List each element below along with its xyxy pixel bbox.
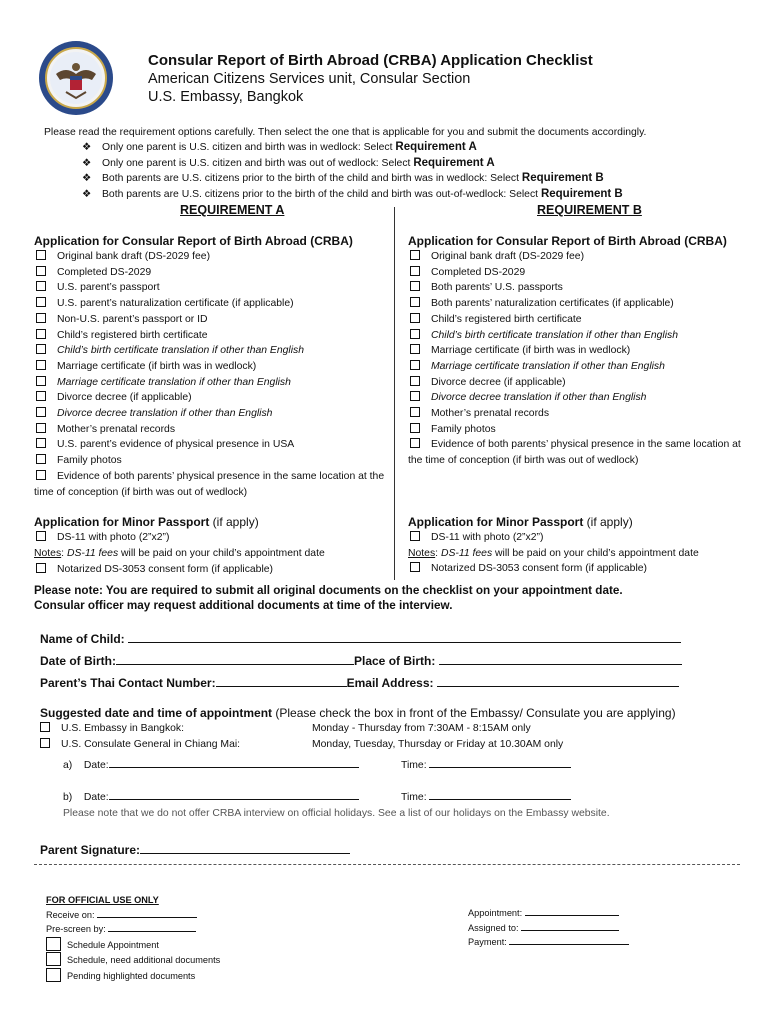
minor-passport-section-title: Application for Minor Passport (if apply) — [408, 514, 633, 529]
checkbox[interactable] — [410, 391, 420, 401]
document-header — [148, 52, 593, 106]
checklist-item[interactable]: Child’s registered birth certificate — [408, 312, 758, 328]
diamond-bullet-icon: ❖ — [82, 142, 92, 153]
checklist-item[interactable]: Completed DS-2029 — [34, 265, 392, 281]
checklist-item[interactable]: Divorce decree (if applicable) — [34, 390, 392, 406]
child-name-field[interactable]: Name of Child: — [40, 631, 681, 646]
checkbox[interactable] — [36, 297, 46, 307]
checklist-item[interactable]: Original bank draft (DS-2029 fee) — [408, 249, 758, 265]
requirement-b-heading: REQUIREMENT B — [537, 203, 642, 217]
location-option-bangkok[interactable]: U.S. Embassy in Bangkok: Monday - Thursday from 7:30AM - 8:15AM only — [40, 721, 676, 737]
requirement-options — [82, 140, 623, 203]
checklist-item[interactable]: Marriage certificate (if birth was in wedlock) — [34, 359, 392, 375]
option-item: ❖ Only one parent is U.S. citizen and birth was out of wedlock: Select Requirement A — [82, 156, 623, 172]
checklist-item[interactable]: Marriage certificate translation if other than English — [34, 375, 392, 391]
cut-line — [34, 864, 740, 865]
checkbox[interactable] — [410, 438, 420, 448]
official-use-heading: FOR OFFICIAL USE ONLY — [46, 895, 159, 905]
requirement-a-column — [34, 233, 392, 577]
official-use-right — [468, 906, 629, 950]
checkbox[interactable] — [410, 423, 420, 433]
checkbox[interactable] — [36, 376, 46, 386]
checkbox[interactable] — [46, 968, 61, 982]
checklist-item[interactable]: U.S. parent’s evidence of physical presence in USA — [34, 437, 392, 453]
date-option-a: a) Date: — [63, 757, 359, 771]
checkbox[interactable] — [410, 360, 420, 370]
checkbox[interactable] — [410, 266, 420, 276]
checkbox[interactable] — [36, 454, 46, 464]
official-use-section — [46, 893, 220, 984]
requirement-a-heading: REQUIREMENT A — [180, 203, 285, 217]
intro-text: Please read the requirement options carefully. Then select the one that is applicable for you and submit the documents accordingly. — [44, 127, 647, 138]
checklist-item[interactable]: Child’s birth certificate translation if other than English — [34, 343, 392, 359]
option-item: ❖ Only one parent is U.S. citizen and birth was in wedlock: Select Requirement A — [82, 140, 623, 156]
appointment-section — [40, 706, 676, 752]
checklist-item[interactable]: Divorce decree translation if other than English — [408, 390, 758, 406]
diamond-bullet-icon: ❖ — [82, 189, 92, 201]
checkbox[interactable] — [36, 423, 46, 433]
appointment-field: Appointment: — [468, 906, 629, 921]
checkbox[interactable] — [36, 438, 46, 448]
appointment-heading: Suggested date and time of appointment (Please check the box in front of the Embassy/ Consulate you are applying) — [40, 706, 676, 720]
passport-fee-note: Notes: DS-11 fees will be paid on your child’s appointment date — [408, 547, 699, 559]
checkbox[interactable] — [36, 250, 46, 260]
receive-on-field: Receive on: — [46, 908, 220, 923]
checkbox[interactable] — [36, 281, 46, 291]
official-check-item[interactable]: Pending highlighted documents — [46, 968, 220, 984]
pob-field: Place of Birth: — [354, 654, 436, 668]
dob-field: Date of Birth: — [40, 654, 116, 668]
checklist-item[interactable]: Marriage certificate translation if other than English — [408, 359, 758, 375]
checklist-item[interactable]: Both parents’ naturalization certificates (if applicable) — [408, 296, 758, 312]
date-b-line[interactable] — [109, 789, 359, 800]
original-documents-notice: Please note: You are required to submit all original documents on the checklist on your appointment date. Consular officer may request additional documents at time of the interview. — [34, 584, 623, 612]
checkbox[interactable] — [36, 344, 46, 354]
contact-row — [40, 675, 679, 690]
requirement-b-column — [408, 233, 758, 577]
checkbox[interactable] — [410, 562, 420, 572]
time-b-line[interactable] — [429, 789, 571, 800]
passport-fee-note: Notes: DS-11 fees will be paid on your child’s appointment date — [34, 547, 325, 559]
signature-line[interactable] — [140, 842, 350, 854]
option-item: ❖ Both parents are U.S. citizens prior to the birth of the child and birth was in wedlock: Select Requirement B — [82, 171, 623, 187]
checkbox[interactable] — [36, 407, 46, 417]
checklist-item[interactable]: Original bank draft (DS-2029 fee) — [34, 249, 392, 265]
checkbox[interactable] — [46, 952, 61, 966]
crba-section-title: Application for Consular Report of Birth Abroad (CRBA) — [408, 234, 727, 248]
holiday-note: Please note that we do not offer CRBA interview on official holidays. See a list of our holidays on the Embassy website. — [63, 808, 610, 819]
checkbox[interactable] — [40, 722, 50, 732]
checkbox[interactable] — [36, 470, 46, 480]
checkbox[interactable] — [410, 531, 420, 541]
time-option-b: Time: — [401, 789, 571, 803]
dob-line[interactable] — [116, 653, 354, 665]
minor-passport-section-title: Application for Minor Passport (if apply) — [34, 515, 259, 530]
checklist-item[interactable]: Family photos — [34, 453, 392, 469]
checkbox[interactable] — [36, 531, 46, 541]
option-item: ❖ Both parents are U.S. citizens prior to the birth of the child and birth was out-of-wedlock: Select Requirement B — [82, 187, 623, 203]
checkbox[interactable] — [36, 313, 46, 323]
time-option-a: Time: — [401, 757, 571, 771]
email-field: Email Address: — [346, 676, 434, 690]
location-option-chiang-mai[interactable]: U.S. Consulate General in Chiang Mai: Monday, Tuesday, Thursday or Friday at 10.30AM only — [40, 737, 676, 753]
checklist-item[interactable]: Mother’s prenatal records — [34, 422, 392, 438]
checklist-item[interactable]: DS-11 with photo (2”x2”) — [408, 530, 758, 546]
date-a-line[interactable] — [109, 757, 359, 768]
time-a-line[interactable] — [429, 757, 571, 768]
embassy-name: U.S. Embassy, Bangkok — [148, 89, 304, 105]
checklist-item[interactable]: U.S. parent’s naturalization certificate (if applicable) — [34, 296, 392, 312]
contact-number-line[interactable] — [216, 675, 347, 687]
checklist-item[interactable]: Evidence of both parents’ physical presence in the same location at the time of conception (if birth was out of wedlock) — [408, 439, 741, 467]
checklist-item[interactable]: Mother’s prenatal records — [408, 406, 758, 422]
us-embassy-seal-icon — [38, 40, 114, 116]
checkbox[interactable] — [40, 738, 50, 748]
checkbox[interactable] — [410, 297, 420, 307]
official-check-item[interactable]: Schedule Appointment — [46, 937, 220, 953]
checklist-item[interactable]: U.S. parent’s passport — [34, 280, 392, 296]
birth-details-row — [40, 653, 682, 668]
checklist-item[interactable]: Family photos — [408, 422, 758, 438]
crba-section-title: Application for Consular Report of Birth Abroad (CRBA) — [34, 234, 353, 248]
checklist-item[interactable]: DS-11 with photo (2”x2”) — [34, 530, 392, 546]
prescreen-field: Pre-screen by: — [46, 922, 220, 937]
checkbox[interactable] — [410, 329, 420, 339]
checkbox[interactable] — [410, 344, 420, 354]
assigned-field: Assigned to: — [468, 921, 629, 936]
email-line[interactable] — [437, 675, 679, 687]
checkbox[interactable] — [410, 250, 420, 260]
checklist-item[interactable]: Completed DS-2029 — [408, 265, 758, 281]
unit-name: American Citizens Services unit, Consular Section — [148, 71, 471, 87]
date-option-b: b) Date: — [63, 789, 359, 803]
checklist-item[interactable]: Notarized DS-3053 consent form (if applicable) — [34, 562, 392, 578]
pob-line[interactable] — [439, 653, 682, 665]
child-name-line[interactable] — [128, 631, 681, 643]
diamond-bullet-icon: ❖ — [82, 157, 92, 169]
checklist-item[interactable]: Evidence of both parents’ physical presence in the same location at the time of conception (if birth was out of wedlock) — [34, 470, 385, 498]
checkbox[interactable] — [36, 360, 46, 370]
column-divider — [394, 207, 395, 580]
parent-signature-field[interactable]: Parent Signature: — [40, 842, 350, 857]
checkbox[interactable] — [36, 563, 46, 573]
checkbox[interactable] — [46, 937, 61, 951]
checklist-item[interactable]: Child’s birth certificate translation if other than English — [408, 328, 758, 344]
checklist-item[interactable]: Both parents’ U.S. passports — [408, 280, 758, 296]
payment-field: Payment: — [468, 935, 629, 950]
checkbox[interactable] — [36, 391, 46, 401]
checklist-item[interactable]: Divorce decree (if applicable) — [408, 375, 758, 391]
diamond-bullet-icon: ❖ — [82, 173, 92, 185]
checkbox[interactable] — [410, 281, 420, 291]
checkbox[interactable] — [36, 329, 46, 339]
checklist-item[interactable]: Divorce decree translation if other than English — [34, 406, 392, 422]
official-check-item[interactable]: Schedule, need additional documents — [46, 952, 220, 968]
checklist-item[interactable]: Child’s registered birth certificate — [34, 328, 392, 344]
checkbox[interactable] — [36, 266, 46, 276]
checkbox[interactable] — [410, 376, 420, 386]
checkbox[interactable] — [410, 313, 420, 323]
checklist-item[interactable]: Non-U.S. parent’s passport or ID — [34, 312, 392, 328]
checklist-item[interactable]: Marriage certificate (if birth was in wedlock) — [408, 343, 758, 359]
checkbox[interactable] — [410, 407, 420, 417]
checklist-item[interactable]: Notarized DS-3053 consent form (if applicable) — [408, 561, 758, 577]
document-title: Consular Report of Birth Abroad (CRBA) Application Checklist — [148, 52, 593, 69]
contact-number-field: Parent’s Thai Contact Number: — [40, 676, 216, 690]
